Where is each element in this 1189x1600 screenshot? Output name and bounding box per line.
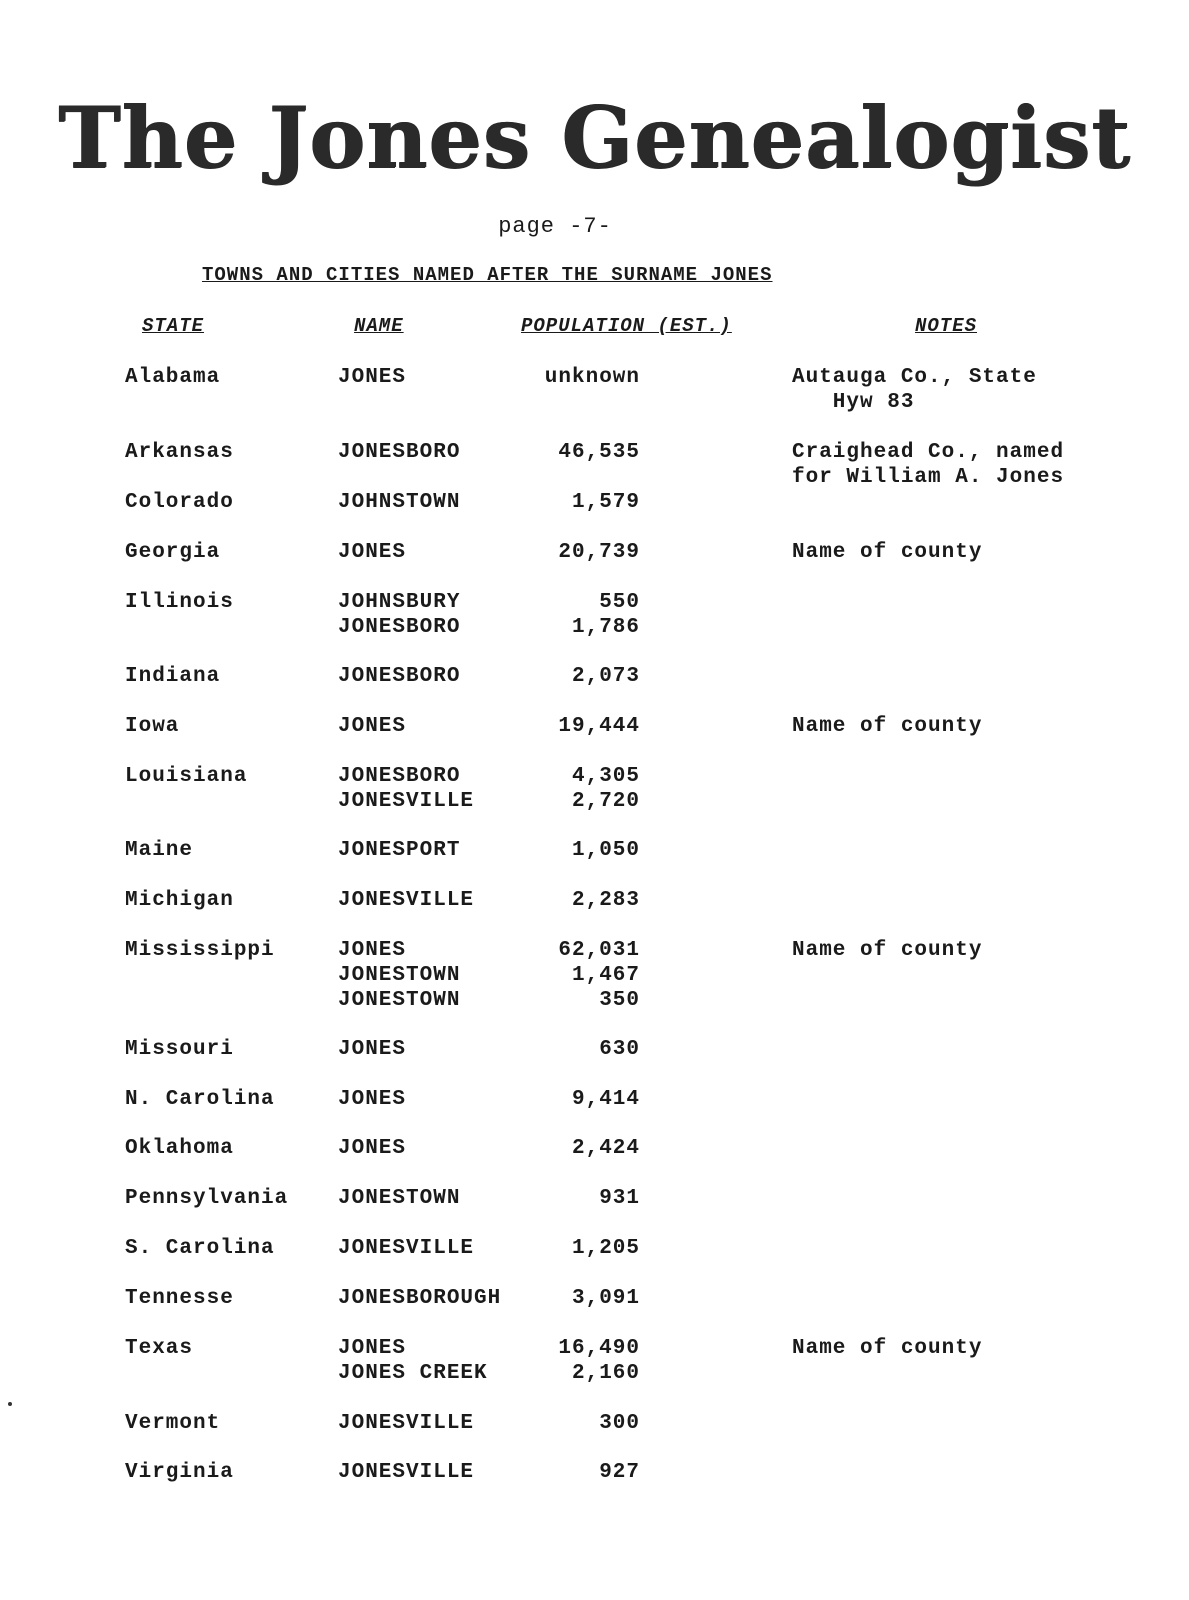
state-cell: Arkansas [125, 441, 234, 464]
population-cell: 550 [599, 591, 640, 614]
state-cell: Vermont [125, 1412, 221, 1435]
state-cell: N. Carolina [125, 1088, 275, 1111]
town-name-cell: JOHNSBURY [338, 591, 461, 614]
state-cell: Indiana [125, 665, 221, 688]
population-cell: 1,579 [571, 491, 640, 514]
column-header-population: POPULATION (EST.) [521, 315, 732, 337]
town-name-cell: JONESBOROUGH [338, 1287, 502, 1310]
section-heading: TOWNS AND CITIES NAMED AFTER THE SURNAME JONES [202, 264, 773, 286]
masthead-title: The Jones Genealogist [58, 88, 1131, 187]
population-cell: 630 [599, 1038, 640, 1061]
notes-cell: for William A. Jones [792, 466, 1065, 489]
population-cell: 46,535 [558, 441, 640, 464]
population-cell: 300 [599, 1412, 640, 1435]
notes-cell: Name of county [792, 1337, 983, 1360]
population-cell: 19,444 [558, 715, 640, 738]
population-cell: 2,073 [571, 665, 640, 688]
state-cell: Texas [125, 1337, 194, 1360]
notes-cell: Autauga Co., State [792, 366, 1037, 389]
state-cell: Alabama [125, 366, 221, 389]
town-name-cell: JONESTOWN [338, 1187, 461, 1210]
population-cell: 927 [599, 1461, 640, 1484]
population-cell: 2,720 [571, 790, 640, 813]
population-cell: 4,305 [571, 765, 640, 788]
town-name-cell: JONES [338, 1038, 407, 1061]
town-name-cell: JONES [338, 715, 407, 738]
state-cell: Oklahoma [125, 1137, 234, 1160]
population-cell: 350 [599, 989, 640, 1012]
population-cell: 931 [599, 1187, 640, 1210]
population-cell: 1,205 [571, 1237, 640, 1260]
stray-mark [8, 1402, 12, 1406]
state-cell: S. Carolina [125, 1237, 275, 1260]
town-name-cell: JONES [338, 1337, 407, 1360]
notes-cell: Craighead Co., named [792, 441, 1065, 464]
town-name-cell: JONESPORT [338, 839, 461, 862]
town-name-cell: JONES [338, 1137, 407, 1160]
town-name-cell: JONES [338, 541, 407, 564]
notes-cell: Name of county [792, 715, 983, 738]
town-name-cell: JONESVILLE [338, 1237, 475, 1260]
population-cell: 1,786 [571, 616, 640, 639]
state-cell: Michigan [125, 889, 234, 912]
population-cell: 16,490 [558, 1337, 640, 1360]
town-name-cell: JONESTOWN [338, 964, 461, 987]
population-cell: unknown [544, 366, 640, 389]
town-name-cell: JONESBORO [338, 441, 461, 464]
column-header-name: NAME [354, 315, 404, 337]
population-cell: 1,050 [571, 839, 640, 862]
state-cell: Georgia [125, 541, 221, 564]
page-number: page -7- [498, 214, 612, 239]
town-name-cell: JONESBORO [338, 665, 461, 688]
town-name-cell: JONES [338, 366, 407, 389]
town-name-cell: JONES [338, 939, 407, 962]
population-cell: 2,283 [571, 889, 640, 912]
town-name-cell: JONES [338, 1088, 407, 1111]
column-header-state: STATE [142, 315, 205, 337]
state-cell: Mississippi [125, 939, 275, 962]
column-header-notes: NOTES [915, 315, 978, 337]
population-cell: 2,160 [571, 1362, 640, 1385]
state-cell: Iowa [125, 715, 180, 738]
notes-cell: Hyw 83 [792, 391, 915, 414]
state-cell: Louisiana [125, 765, 248, 788]
population-cell: 3,091 [571, 1287, 640, 1310]
population-cell: 62,031 [558, 939, 640, 962]
state-cell: Tennesse [125, 1287, 234, 1310]
state-cell: Missouri [125, 1038, 234, 1061]
population-cell: 20,739 [558, 541, 640, 564]
state-cell: Pennsylvania [125, 1187, 289, 1210]
notes-cell: Name of county [792, 939, 983, 962]
town-name-cell: JONESVILLE [338, 790, 475, 813]
town-name-cell: JONESVILLE [338, 889, 475, 912]
notes-cell: Name of county [792, 541, 983, 564]
town-name-cell: JONES CREEK [338, 1362, 488, 1385]
population-cell: 1,467 [571, 964, 640, 987]
state-cell: Colorado [125, 491, 234, 514]
state-cell: Illinois [125, 591, 234, 614]
town-name-cell: JOHNSTOWN [338, 491, 461, 514]
state-cell: Maine [125, 839, 194, 862]
town-name-cell: JONESBORO [338, 616, 461, 639]
town-name-cell: JONESTOWN [338, 989, 461, 1012]
state-cell: Virginia [125, 1461, 234, 1484]
population-cell: 9,414 [571, 1088, 640, 1111]
town-name-cell: JONESVILLE [338, 1461, 475, 1484]
town-name-cell: JONESVILLE [338, 1412, 475, 1435]
population-cell: 2,424 [571, 1137, 640, 1160]
town-name-cell: JONESBORO [338, 765, 461, 788]
